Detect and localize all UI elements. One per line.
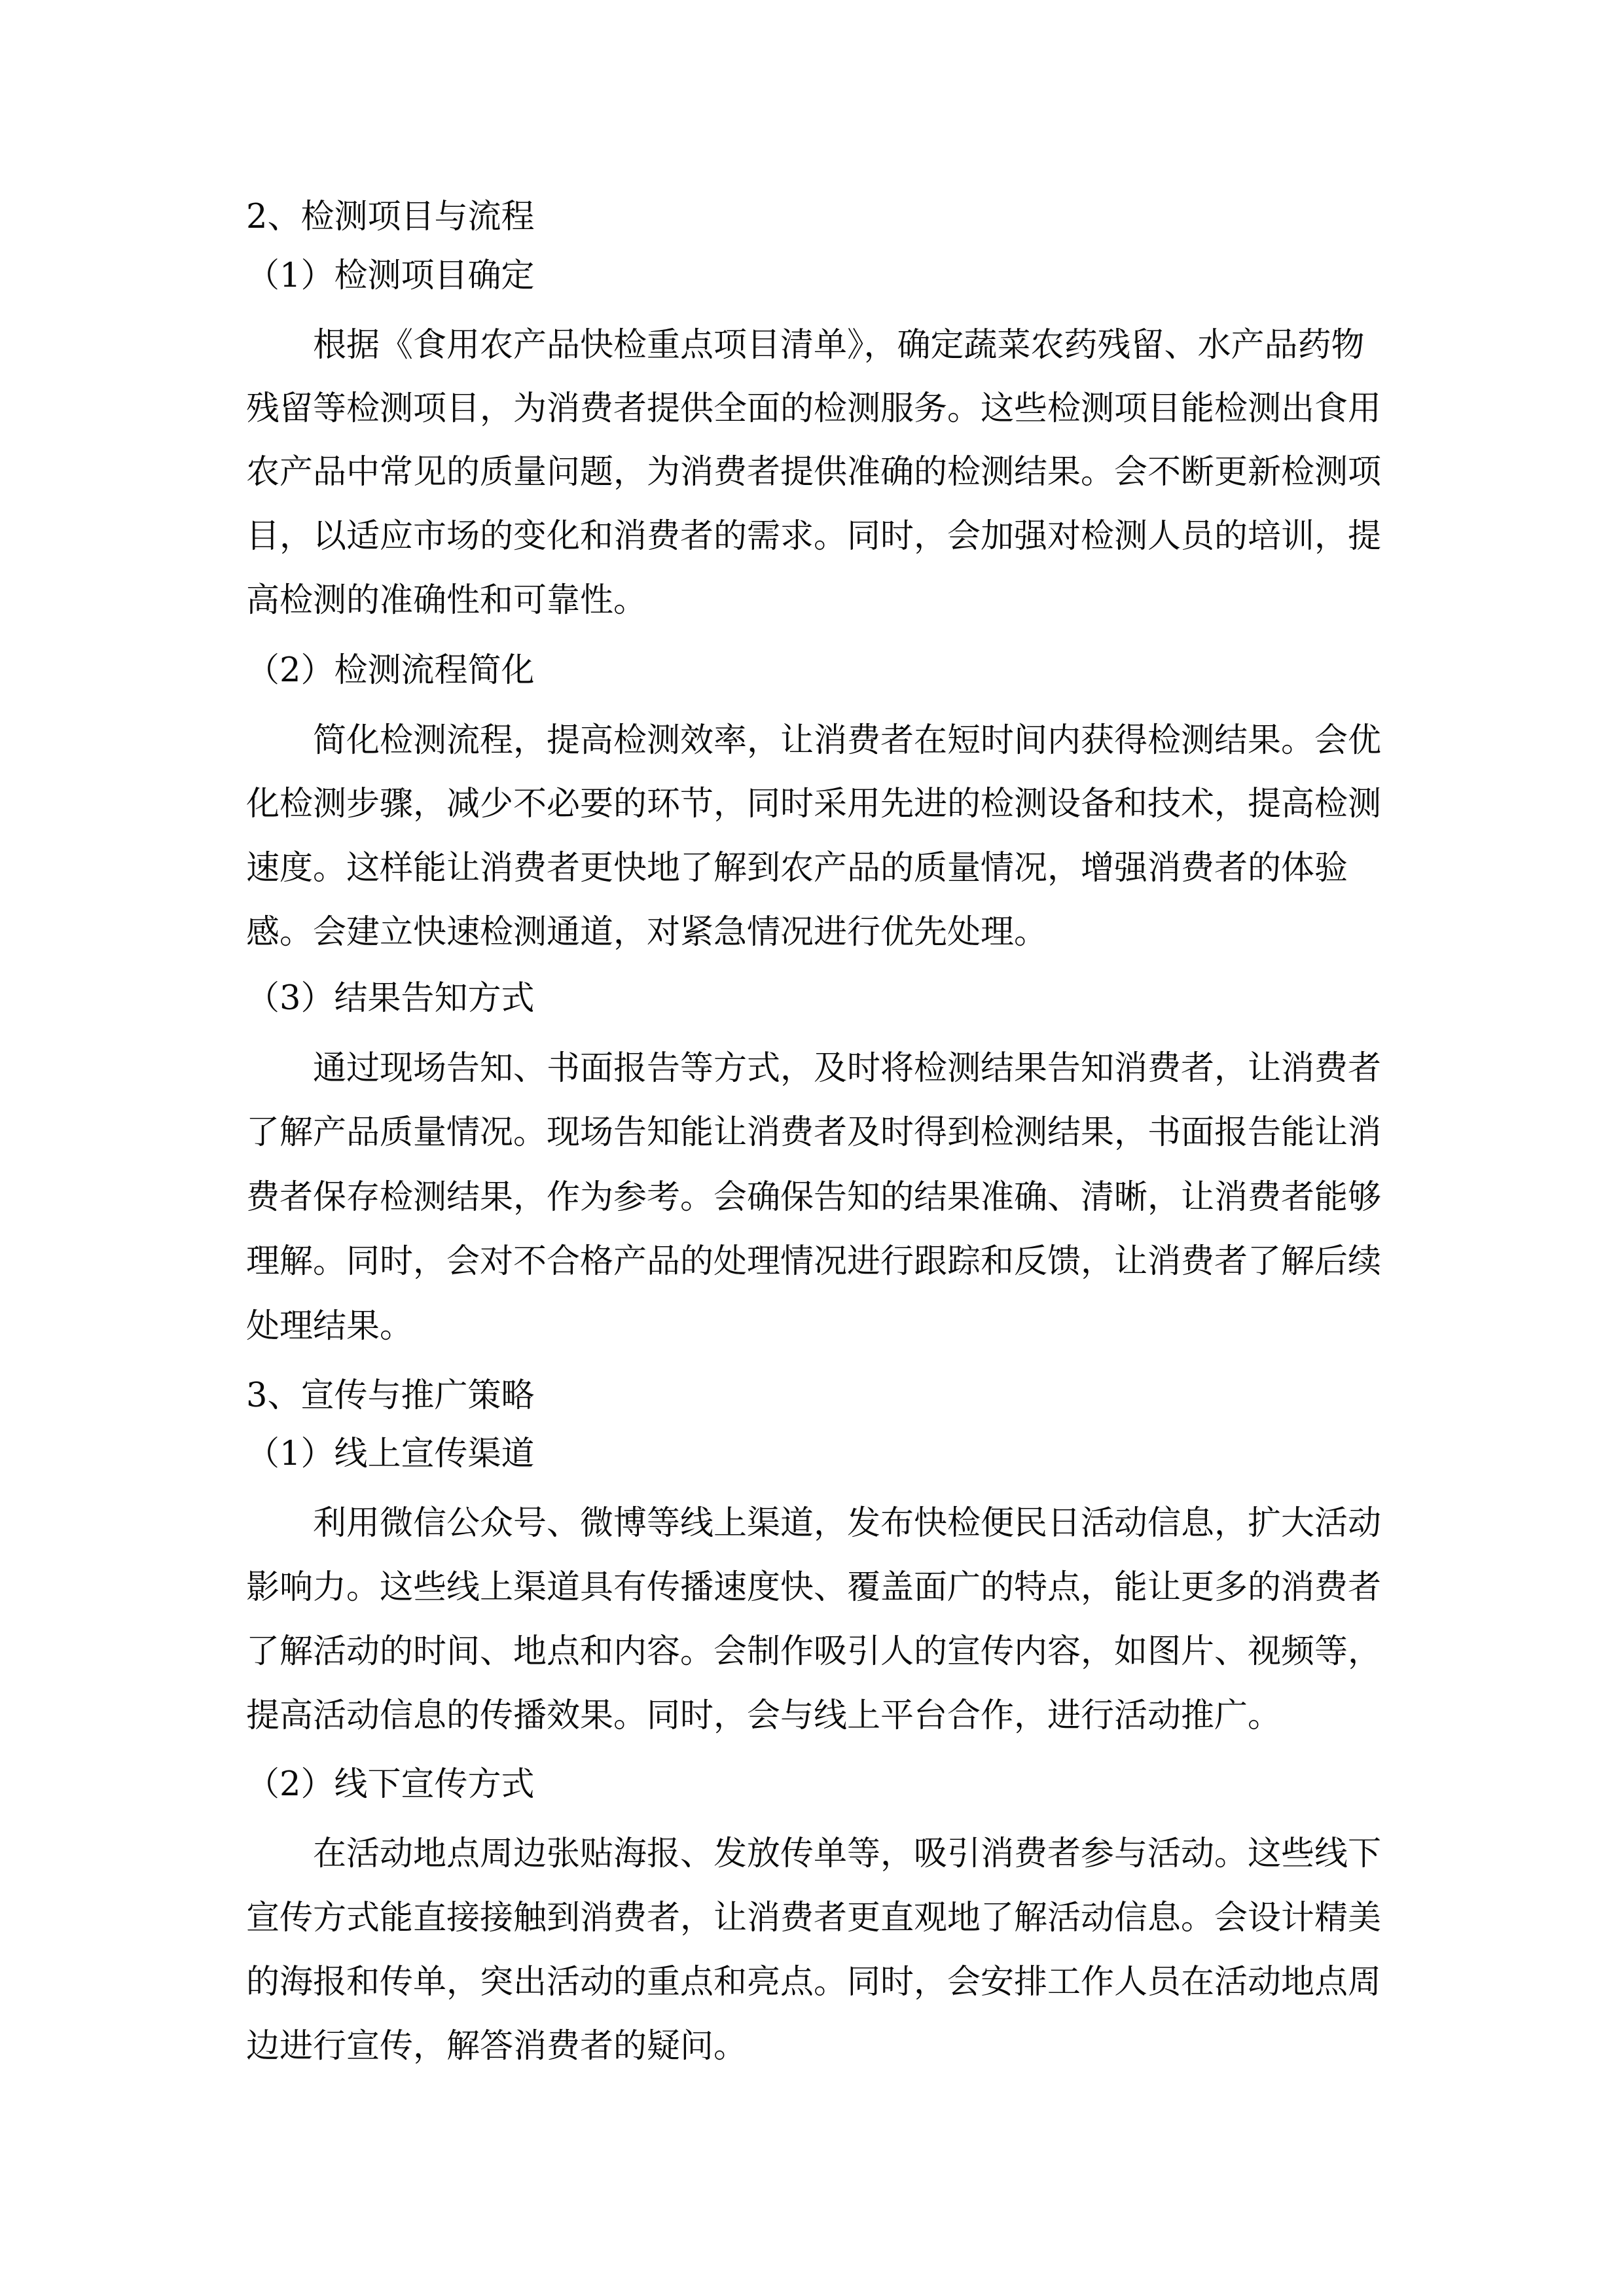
paragraph-line: 农产品中常见的质量问题，为消费者提供准确的检测结果。会不断更新检测项 (246, 453, 1382, 492)
paragraph-line: 了解活动的时间、地点和内容。会制作吸引人的宣传内容，如图片、视频等， (246, 1632, 1382, 1671)
paragraph-line: 简化检测流程，提高检测效率，让消费者在短时间内获得检测结果。会优 (313, 721, 1382, 760)
paragraph-line: 根据《食用农产品快检重点项目清单》，确定蔬菜农药残留、水产品药物 (313, 326, 1365, 365)
subsection-title-2-2: （2）检测流程简化 (246, 651, 535, 690)
paragraph-line: 速度。这样能让消费者更快地了解到农产品的质量情况，增强消费者的体验 (246, 849, 1348, 888)
paragraph-line: 影响力。这些线上渠道具有传播速度快、覆盖面广的特点，能让更多的消费者 (246, 1568, 1382, 1607)
paragraph-line: 通过现场告知、书面报告等方式，及时将检测结果告知消费者，让消费者 (313, 1049, 1382, 1088)
paragraph-line: 宣传方式能直接接触到消费者，让消费者更直观地了解活动信息。会设计精美 (246, 1899, 1382, 1937)
paragraph-line: 感。会建立快速检测通道，对紧急情况进行优先处理。 (246, 913, 1048, 952)
paragraph-line: 提高活动信息的传播效果。同时，会与线上平台合作，进行活动推广。 (246, 1696, 1282, 1735)
paragraph-line: 化检测步骤，减少不必要的环节，同时采用先进的检测设备和技术，提高检测 (246, 785, 1382, 823)
paragraph-line: 了解产品质量情况。现场告知能让消费者及时得到检测结果，书面报告能让消 (246, 1113, 1382, 1152)
paragraph-line: 处理结果。 (246, 1307, 414, 1346)
section-heading-3: 3、宣传与推广策略 (246, 1376, 535, 1415)
subsection-title-2-1: （1）检测项目确定 (246, 257, 535, 295)
paragraph-line: 高检测的准确性和可靠性。 (246, 581, 647, 620)
paragraph-line: 边进行宣传，解答消费者的疑问。 (246, 2027, 748, 2066)
paragraph-line: 费者保存检测结果，作为参考。会确保告知的结果准确、清晰，让消费者能够 (246, 1178, 1382, 1217)
subsection-title-2-3: （3）结果告知方式 (246, 979, 535, 1018)
paragraph-line: 理解。同时，会对不合格产品的处理情况进行跟踪和反馈，让消费者了解后续 (246, 1242, 1382, 1281)
paragraph-line: 残留等检测项目，为消费者提供全面的检测服务。这些检测项目能检测出食用 (246, 389, 1382, 428)
paragraph-line: 利用微信公众号、微博等线上渠道，发布快检便民日活动信息，扩大活动 (313, 1504, 1382, 1543)
paragraph-line: 在活动地点周边张贴海报、发放传单等，吸引消费者参与活动。这些线下 (313, 1835, 1382, 1873)
subsection-title-3-1: （1）线上宣传渠道 (246, 1435, 535, 1473)
paragraph-line: 目，以适应市场的变化和消费者的需求。同时，会加强对检测人员的培训，提 (246, 517, 1382, 556)
subsection-title-3-2: （2）线下宣传方式 (246, 1765, 535, 1804)
section-heading-2: 2、检测项目与流程 (246, 198, 535, 236)
paragraph-line: 的海报和传单，突出活动的重点和亮点。同时，会安排工作人员在活动地点周 (246, 1963, 1382, 2001)
